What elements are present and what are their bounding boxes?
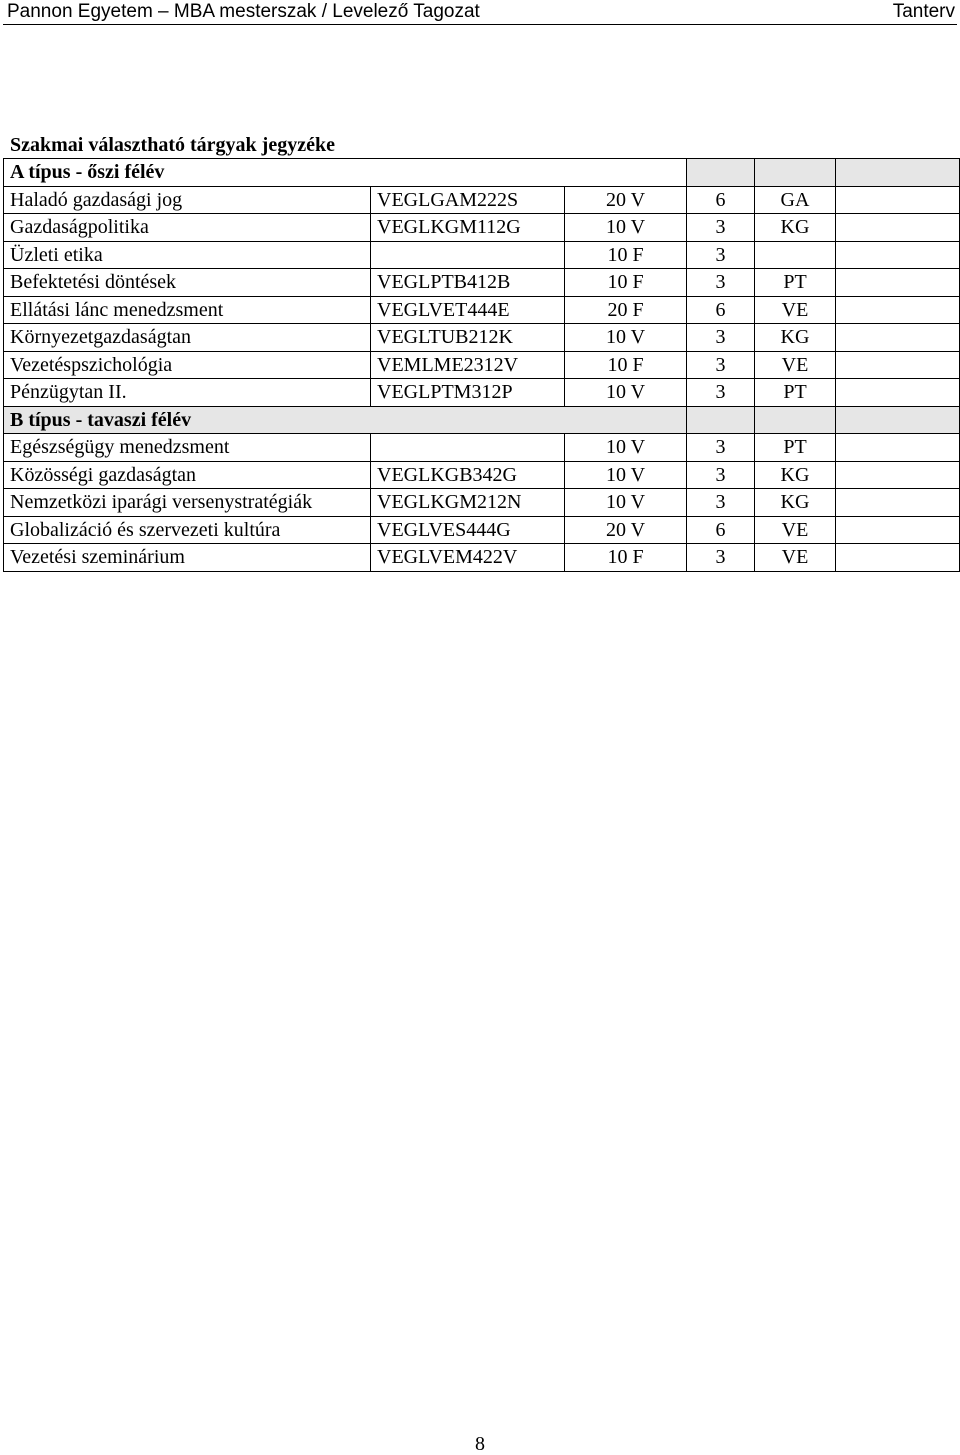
course-credit: 3 <box>687 269 755 297</box>
course-hours: 20 F <box>565 296 687 324</box>
table-row <box>4 324 960 352</box>
table-row <box>4 489 960 517</box>
group-title: B típus - tavaszi félév <box>4 406 687 434</box>
course-dept <box>755 241 836 269</box>
course-dept: PT <box>755 379 836 407</box>
course-dept: VE <box>755 351 836 379</box>
course-name: Egészségügy menedzsment <box>4 434 371 462</box>
table-row <box>4 214 960 242</box>
course-credit: 6 <box>687 186 755 214</box>
course-name: Környezetgazdaságtan <box>4 324 371 352</box>
course-dept: VE <box>755 296 836 324</box>
course-name: Vezetési szeminárium <box>4 544 371 572</box>
course-name: Ellátási lánc menedzsment <box>4 296 371 324</box>
course-hours: 10 F <box>565 269 687 297</box>
course-dept: KG <box>755 214 836 242</box>
course-credit: 3 <box>687 461 755 489</box>
course-dept: PT <box>755 269 836 297</box>
course-code: VEMLME2312V <box>371 351 565 379</box>
course-hours: 20 V <box>565 516 687 544</box>
course-name: Üzleti etika <box>4 241 371 269</box>
course-code: VEGLVET444E <box>371 296 565 324</box>
course-code: VEGLKGM212N <box>371 489 565 517</box>
table-row <box>4 351 960 379</box>
course-credit: 3 <box>687 324 755 352</box>
table-row <box>4 296 960 324</box>
group-header-row <box>4 406 960 434</box>
course-dept: KG <box>755 461 836 489</box>
course-name: Gazdaságpolitika <box>4 214 371 242</box>
course-name: Pénzügytan II. <box>4 379 371 407</box>
course-code: VEGLGAM222S <box>371 186 565 214</box>
course-credit: 6 <box>687 516 755 544</box>
course-name: Befektetési döntések <box>4 269 371 297</box>
course-code <box>371 434 565 462</box>
table-row <box>4 544 960 572</box>
table-row <box>4 379 960 407</box>
group-header-row <box>4 159 960 187</box>
table-row <box>4 434 960 462</box>
course-dept: PT <box>755 434 836 462</box>
header-section: Tanterv <box>892 1 955 22</box>
course-code <box>371 241 565 269</box>
page-header <box>3 0 957 25</box>
course-dept: GA <box>755 186 836 214</box>
table-row <box>4 516 960 544</box>
course-dept: VE <box>755 516 836 544</box>
course-dept: KG <box>755 489 836 517</box>
course-code: VEGLPTB412B <box>371 269 565 297</box>
table-row <box>4 241 960 269</box>
table-row <box>4 461 960 489</box>
course-credit: 3 <box>687 489 755 517</box>
course-hours: 20 V <box>565 186 687 214</box>
course-credit: 3 <box>687 434 755 462</box>
course-name: Közösségi gazdaságtan <box>4 461 371 489</box>
course-hours: 10 V <box>565 434 687 462</box>
course-name: Vezetéspszichológia <box>4 351 371 379</box>
course-name: Globalizáció és szervezeti kultúra <box>4 516 371 544</box>
course-code: VEGLVEM422V <box>371 544 565 572</box>
course-table <box>3 158 960 572</box>
header-title: Pannon Egyetem – MBA mesterszak / Levelező Tagozat <box>7 1 480 22</box>
course-code: VEGLPTM312P <box>371 379 565 407</box>
course-hours: 10 V <box>565 324 687 352</box>
table-row <box>4 186 960 214</box>
table-row <box>4 269 960 297</box>
course-credit: 3 <box>687 241 755 269</box>
course-hours: 10 F <box>565 351 687 379</box>
course-hours: 10 F <box>565 241 687 269</box>
page-number: 8 <box>475 1433 485 1455</box>
course-hours: 10 F <box>565 544 687 572</box>
course-name: Haladó gazdasági jog <box>4 186 371 214</box>
course-hours: 10 V <box>565 489 687 517</box>
course-credit: 3 <box>687 379 755 407</box>
course-code: VEGLKGM112G <box>371 214 565 242</box>
course-credit: 3 <box>687 544 755 572</box>
course-code: VEGLVES444G <box>371 516 565 544</box>
course-hours: 10 V <box>565 379 687 407</box>
course-credit: 6 <box>687 296 755 324</box>
course-credit: 3 <box>687 214 755 242</box>
section-title: Szakmai választható tárgyak jegyzéke <box>10 134 335 156</box>
course-credit: 3 <box>687 351 755 379</box>
course-dept: KG <box>755 324 836 352</box>
course-hours: 10 V <box>565 461 687 489</box>
course-hours: 10 V <box>565 214 687 242</box>
course-code: VEGLTUB212K <box>371 324 565 352</box>
course-code: VEGLKGB342G <box>371 461 565 489</box>
course-dept: VE <box>755 544 836 572</box>
course-name: Nemzetközi iparági versenystratégiák <box>4 489 371 517</box>
group-title: A típus - őszi félév <box>4 159 687 187</box>
